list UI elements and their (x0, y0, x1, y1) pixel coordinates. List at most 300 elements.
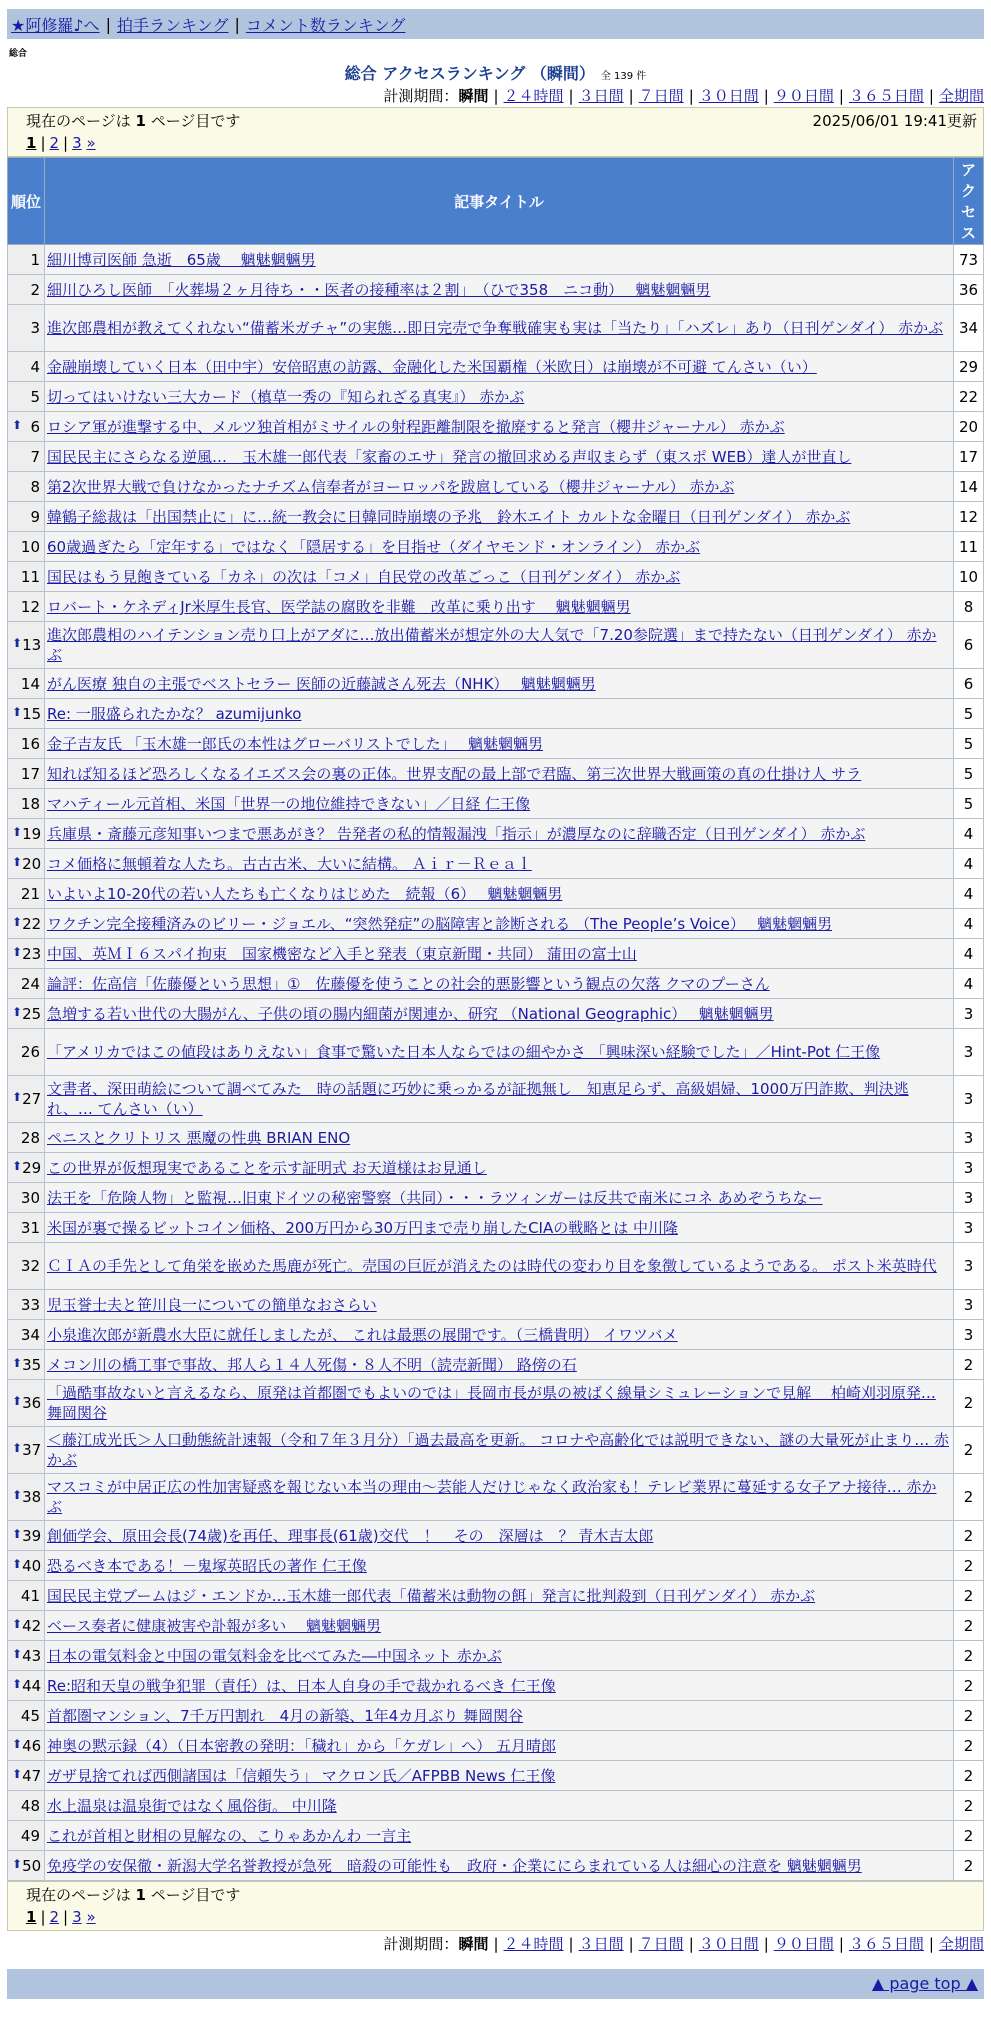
title-cell (45, 1290, 954, 1320)
rank-number: 4 (30, 357, 40, 376)
title-cell (45, 1821, 954, 1851)
period-link[interactable]: 全期間 (938, 1935, 984, 1953)
page-info-top (7, 107, 984, 157)
access-count: 3 (954, 1153, 984, 1183)
access-count: 17 (954, 442, 984, 472)
access-count: 3 (954, 1076, 984, 1123)
current-page-number: 1 (135, 1886, 146, 1904)
table-row (8, 1183, 984, 1213)
table-row (8, 305, 984, 352)
access-count: 2 (954, 1427, 984, 1474)
access-count: 2 (954, 1641, 984, 1671)
rank-number: 34 (20, 1325, 40, 1344)
access-count: 5 (954, 789, 984, 819)
current-page-text (26, 1884, 240, 1906)
pager-link[interactable]: 2 (49, 1908, 60, 1926)
period-separator: | (763, 87, 769, 105)
title-cell (45, 562, 954, 592)
title-cell (45, 245, 954, 275)
table-row (8, 729, 984, 759)
rank-cell (8, 969, 45, 999)
article-link[interactable]: Re: 一服盛られたかな？ azumijunko (47, 705, 302, 723)
rank-up-arrow-icon: ⬆ (12, 1488, 23, 1502)
rank-number: 8 (30, 477, 40, 496)
access-count: 29 (954, 352, 984, 382)
rank-cell (8, 1474, 45, 1521)
article-link[interactable]: 「過酷事故ないと言えるなら、原発は首都圏でもよいのでは」長岡市長が県の被ばく線量シミュレーションで見解 柏崎刈羽原発… 舞岡関谷 (47, 1384, 936, 1422)
rank-cell (8, 472, 45, 502)
pager-separator: | (63, 134, 69, 152)
table-row (8, 819, 984, 849)
title-cell (45, 532, 954, 562)
rank-up-arrow-icon: ⬆ (12, 1355, 23, 1370)
access-count: 6 (954, 622, 984, 669)
table-row (8, 759, 984, 789)
rank-header: 順位 (8, 158, 45, 245)
table-row (8, 999, 984, 1029)
rank-up-arrow-icon: ⬆ (12, 704, 23, 719)
period-separator: | (568, 1935, 574, 1953)
article-link[interactable]: ロシア軍が進撃する中、メルツ独首相がミサイルの射程距離制限を撤廃すると発言（櫻井ジャーナル） 赤かぶ (47, 418, 785, 436)
access-count: 3 (954, 1213, 984, 1243)
article-link[interactable]: 児玉誉士夫と笹川良一についての簡単なおさらい (47, 1296, 377, 1314)
rank-cell (8, 1243, 45, 1290)
table-row (8, 502, 984, 532)
title-cell (45, 305, 954, 352)
period-link[interactable]: ３６５日間 (848, 87, 924, 105)
rank-number: 33 (20, 1295, 40, 1314)
table-row (8, 789, 984, 819)
period-link[interactable]: ３６５日間 (848, 1935, 924, 1953)
article-link[interactable]: 切ってはいけない三大カード（槙草一秀の『知られざる真実』） 赤かぶ (47, 388, 525, 406)
rank-cell (8, 849, 45, 879)
period-link[interactable]: ３日間 (578, 87, 624, 105)
article-link[interactable]: 国民民主党ブームはジ・エンドか…玉木雄一郎代表「備蓄米は動物の餌」発言に批判殺到（日刊ゲンダイ） 赤かぶ (47, 1587, 816, 1605)
title-cell (45, 1213, 954, 1243)
rank-up-arrow-icon: ⬆ (12, 1394, 23, 1408)
rank-number: 12 (20, 597, 40, 616)
table-row (8, 909, 984, 939)
rank-cell (8, 1791, 45, 1821)
access-count: 2 (954, 1761, 984, 1791)
rank-number: 24 (20, 974, 40, 993)
rank-cell (8, 1427, 45, 1474)
bottom-bar (7, 1969, 984, 1999)
rank-up-arrow-icon: ⬆ (12, 417, 23, 432)
article-link[interactable]: ワクチン完全接種済みのビリー・ジョエル、“突然発症”の脳障害と診断される （The People’s Voice） 魑魅魍魎男 (47, 915, 833, 933)
article-link[interactable]: 知れば知るほど恐ろしくなるイエズス会の裏の正体。世界支配の最上部で君臨、第三次世界大戦画策の真の仕掛け人 サラ (47, 765, 862, 783)
rank-up-arrow-icon: ⬆ (12, 1766, 23, 1781)
access-count: 4 (954, 819, 984, 849)
rank-number: 50 (22, 1856, 42, 1875)
article-link[interactable]: マスコミが中居正広の性加害疑惑を報じない本当の理由～芸能人だけじゃなく政治家も！テレビ業界に蔓延する女子アナ接待… 赤かぶ (47, 1478, 937, 1516)
article-link[interactable]: 急増する若い世代の大腸がん、子供の頃の腸内細菌が関連か、研究 （National Geographic） 魑魅魍魎男 (47, 1005, 774, 1023)
article-link[interactable]: 国民はもう見飽きている「カネ」の次は「コメ」自民党の改革ごっこ（日刊ゲンダイ） 赤かぶ (47, 568, 681, 586)
title-cell (45, 1123, 954, 1153)
article-link[interactable]: マハティール元首相、米国「世界一の地位維持できない」／日経 仁王像 (47, 795, 531, 813)
rank-cell (8, 1551, 45, 1581)
rank-number: 38 (22, 1488, 42, 1506)
title-cell (45, 1380, 954, 1427)
table-row (8, 1761, 984, 1791)
period-link[interactable]: ３０日間 (698, 87, 759, 105)
rank-number: 49 (20, 1826, 40, 1845)
rank-number: 6 (30, 417, 40, 436)
article-link[interactable]: コメ価格に無頓着な人たち。古古古米、大いに結構。 Ａｉｒ－Ｒｅａｌ (47, 855, 532, 873)
title-cell (45, 1183, 954, 1213)
article-link[interactable]: 細川ひろし医師 「火葬場２ヶ月待ち・・医者の接種率は２割」 （ひで358 ニコ動） 魑魅魍魎男 (47, 281, 711, 299)
title-cell (45, 1701, 954, 1731)
table-row (8, 849, 984, 879)
period-current: 瞬間 (458, 1935, 489, 1953)
access-count: 4 (954, 909, 984, 939)
rank-cell (8, 1581, 45, 1611)
article-link[interactable]: 中国、英ＭＩ６スパイ拘束 国家機密など入手と発表（東京新聞・共同） 蒲田の富士山 (47, 945, 637, 963)
rank-number: 14 (20, 674, 40, 693)
pager-next[interactable]: » (86, 1908, 96, 1926)
article-link[interactable]: 金融崩壊していく日本（田中宇）安倍昭恵の訪露、金融化した米国覇権（米欧日）は崩壊が不可避 てんさい（い） (47, 358, 817, 376)
title-cell (45, 789, 954, 819)
table-row (8, 592, 984, 622)
table-row (8, 699, 984, 729)
table-row (8, 939, 984, 969)
table-row (8, 472, 984, 502)
rank-up-arrow-icon: ⬆ (12, 854, 23, 869)
rank-cell (8, 1851, 45, 1881)
table-row (8, 669, 984, 699)
access-count: 3 (954, 1243, 984, 1290)
rank-cell (8, 352, 45, 382)
table-row (8, 532, 984, 562)
article-link[interactable]: 水上温泉は温泉街ではなく風俗街。 中川隆 (47, 1797, 337, 1815)
access-count: 2 (954, 1551, 984, 1581)
period-link[interactable]: ２４時間 (503, 87, 564, 105)
rank-number: 47 (22, 1766, 42, 1785)
access-count: 12 (954, 502, 984, 532)
article-link[interactable]: 創価学会、原田会長(74歳)を再任、理事長(61歳)交代 ！ その 深層は ？ 青木吉太郎 (47, 1527, 654, 1545)
rank-number: 21 (20, 884, 40, 903)
rank-number: 16 (20, 734, 40, 753)
article-link[interactable]: 文書者、深田萌絵について調べてみた 時の話題に巧妙に乗っかるが証拠無し 知恵足らず、高級娼婦、1000万円詐欺、判決逃れ、… てんさい（い） (47, 1080, 909, 1118)
article-link[interactable]: 金子吉友氏 「玉木雄一郎氏の本性はグローバリストでした」 魑魅魍魎男 (47, 735, 543, 753)
rank-cell (8, 1380, 45, 1427)
rank-cell (8, 1521, 45, 1551)
period-link[interactable]: ２４時間 (503, 1935, 564, 1953)
table-row (8, 1731, 984, 1761)
period-link[interactable]: ９０日間 (773, 87, 834, 105)
article-link[interactable]: 論評：佐高信「佐藤優という思想」① 佐藤優を使うことの社会的悪影響という観点の欠落 クマのプーさん (47, 975, 770, 993)
period-separator: | (838, 1935, 844, 1953)
article-link[interactable]: 首都圏マンション、7千万円割れ 4月の新築、1年4カ月ぶり 舞岡関谷 (47, 1707, 524, 1725)
rank-number: 1 (30, 250, 40, 269)
rank-cell (8, 245, 45, 275)
article-link[interactable]: 法王を「危険人物」と監視…旧東ドイツの秘密警察（共同）・・・ラツィンガーは反共で南米にコネ あめぞうちなー (47, 1189, 823, 1207)
article-link[interactable]: ロバート・ケネディJr米厚生長官、医学誌の腐敗を非難 改革に乗り出す 魑魅魍魎男 (47, 598, 631, 616)
title-cell (45, 909, 954, 939)
table-row (8, 1821, 984, 1851)
period-link[interactable]: 全期間 (938, 87, 984, 105)
pager-next[interactable]: » (86, 134, 96, 152)
article-link[interactable]: ガザ見捨てれば西側諸国は「信頼失う」 マクロン氏／AFPBB News 仁王像 (47, 1767, 556, 1785)
rank-up-arrow-icon: ⬆ (12, 1004, 23, 1019)
table-row (8, 1581, 984, 1611)
table-row (8, 562, 984, 592)
rank-cell (8, 879, 45, 909)
rank-up-arrow-icon: ⬆ (12, 636, 23, 650)
access-count: 14 (954, 472, 984, 502)
access-count: 2 (954, 1474, 984, 1521)
rank-number: 46 (22, 1736, 42, 1755)
article-link[interactable]: この世界が仮想現実であることを示す証明式 お天道様はお見通し (47, 1159, 487, 1177)
rank-number: 5 (30, 387, 40, 406)
rank-number: 20 (22, 854, 42, 873)
article-link[interactable]: ベース奏者に健康被害や訃報が多い 魑魅魍魎男 (47, 1617, 382, 1635)
updated-timestamp: 2025/06/01 19:41更新 (812, 112, 977, 130)
article-link[interactable]: 進次郎農相のハイテンション売り口上がアダに…放出備蓄米が想定外の大人気で「7.20参院選」まで持たない（日刊ゲンダイ） 赤かぶ (47, 626, 937, 664)
title-cell (45, 1350, 954, 1380)
rank-number: 2 (30, 280, 40, 299)
table-row (8, 1427, 984, 1474)
access-count: 4 (954, 939, 984, 969)
period-selector-top (7, 85, 984, 107)
title-cell (45, 1731, 954, 1761)
current-page-post: ページ目です (145, 112, 241, 130)
article-link[interactable]: ＜藤江成光氏＞人口動態統計速報（令和７年３月分）「過去最高を更新。 コロナや高齢化では説明できない、謎の大量死が止まり… 赤かぶ (47, 1431, 950, 1469)
period-link[interactable]: ３日間 (578, 1935, 624, 1953)
rank-cell (8, 442, 45, 472)
rank-number: 40 (22, 1556, 42, 1575)
rank-number: 22 (22, 914, 42, 933)
title-cell (45, 729, 954, 759)
table-row (8, 1671, 984, 1701)
rank-up-arrow-icon: ⬆ (12, 1526, 23, 1541)
rank-cell (8, 382, 45, 412)
article-link[interactable]: 恐るべき本である！－鬼塚英昭氏の著作 仁王像 (47, 1557, 367, 1575)
article-link[interactable]: 第2次世界大戦で負けなかったナチズム信奉者がヨーロッパを跋扈している（櫻井ジャーナル） 赤かぶ (47, 478, 735, 496)
access-count: 2 (954, 1611, 984, 1641)
current-page-text (26, 110, 240, 132)
title-cell (45, 592, 954, 622)
rank-cell (8, 275, 45, 305)
table-row (8, 879, 984, 909)
rank-up-arrow-icon: ⬆ (12, 1616, 23, 1631)
pager-link[interactable]: 2 (49, 134, 60, 152)
period-separator: | (928, 1935, 934, 1953)
rank-cell (8, 1123, 45, 1153)
rank-number: 3 (30, 319, 40, 337)
total-count: 全 139 件 (600, 71, 647, 82)
ranking-table (7, 157, 984, 1881)
article-link[interactable]: 小泉進次郎が新農水大臣に就任しましたが、 これは最悪の展開です。（三橋貴明） イワツバメ (47, 1326, 678, 1344)
table-row (8, 1320, 984, 1350)
table-row (8, 1791, 984, 1821)
access-count: 2 (954, 1581, 984, 1611)
period-separator: | (688, 1935, 694, 1953)
rank-cell (8, 592, 45, 622)
access-header: アクセス (954, 158, 984, 245)
rank-number: 43 (22, 1646, 42, 1665)
access-count: 2 (954, 1731, 984, 1761)
rank-cell (8, 669, 45, 699)
title-cell (45, 759, 954, 789)
period-link[interactable]: ７日間 (638, 1935, 684, 1953)
pager-bottom (26, 1906, 979, 1928)
table-row (8, 1213, 984, 1243)
current-page-number: 1 (135, 112, 146, 130)
title-cell (45, 1029, 954, 1076)
access-count: 2 (954, 1521, 984, 1551)
access-count: 2 (954, 1851, 984, 1881)
title-cell (45, 1521, 954, 1551)
article-link[interactable]: 細川博司医師 急逝 65歳 魑魅魍魎男 (47, 251, 316, 269)
period-selector-bottom (7, 1933, 984, 1955)
article-link[interactable]: がん医療 独自の主張でベストセラー 医師の近藤誠さん死去（NHK） 魑魅魍魎男 (47, 675, 596, 693)
rank-number: 25 (22, 1004, 42, 1023)
table-row (8, 1641, 984, 1671)
pager-separator: | (40, 1908, 46, 1926)
rank-cell (8, 1290, 45, 1320)
article-link[interactable]: メコン川の橋工事で事故、邦人ら１４人死傷・８人不明（読売新聞） 路傍の石 (47, 1356, 577, 1374)
article-link[interactable]: 神奥の黙示録（4）（日本密教の発明：「穢れ」から「ケガレ」へ） 五月晴郎 (47, 1737, 557, 1755)
article-link[interactable]: ＣＩＡの手先として角栄を嵌めた馬鹿が死亡。売国の巨匠が消えたのは時代の変わり目を象徴しているようである。 ポスト米英時代 (47, 1257, 937, 1275)
table-row (8, 1153, 984, 1183)
rank-up-arrow-icon: ⬆ (12, 1646, 23, 1661)
rank-number: 19 (22, 824, 42, 843)
period-current: 瞬間 (458, 87, 489, 105)
table-row (8, 1521, 984, 1551)
title-cell (45, 1474, 954, 1521)
period-link[interactable]: ７日間 (638, 87, 684, 105)
article-link[interactable]: 「アメリカではこの値段はありえない」食事で驚いた日本人ならではの細やかさ 「興味深い経験でした」／Hint-Pot 仁王像 (47, 1043, 881, 1061)
top-nav-bar (7, 9, 984, 39)
pager-separator: | (40, 134, 46, 152)
period-separator: | (688, 87, 694, 105)
article-link[interactable]: ペニスとクリトリス 悪魔の性典 BRIAN ENO (47, 1129, 351, 1147)
period-link[interactable]: ３０日間 (698, 1935, 759, 1953)
article-link[interactable]: これが首相と財相の見解なの、こりゃあかんわ 一言主 (47, 1827, 412, 1845)
article-link[interactable]: 進次郎農相が教えてくれない“備蓄米ガチャ”の実態…即日完売で争奪戦確実も実は「当たり」「ハズレ」あり（日刊ゲンダイ） 赤かぶ (47, 319, 944, 337)
rank-cell (8, 1029, 45, 1076)
rank-number: 7 (30, 447, 40, 466)
rank-number: 30 (20, 1188, 40, 1207)
rank-number: 28 (20, 1128, 40, 1147)
pager-link[interactable]: 3 (72, 1908, 82, 1926)
page-top-link[interactable]: ▲ page top ▲ (871, 1974, 978, 1993)
title-cell (45, 1851, 954, 1881)
title-cell (45, 442, 954, 472)
nav-separator: | (234, 14, 240, 34)
access-count: 3 (954, 1123, 984, 1153)
title-cell (45, 412, 954, 442)
period-separator: | (493, 1935, 499, 1953)
rank-cell (8, 909, 45, 939)
pager-current: 1 (26, 1908, 37, 1926)
access-count: 34 (954, 305, 984, 352)
title-cell (45, 1427, 954, 1474)
rank-cell (8, 819, 45, 849)
rank-number: 42 (22, 1616, 42, 1635)
access-count: 5 (954, 759, 984, 789)
article-link[interactable]: 韓鶴子総裁は「出国禁止に」に…統一教会に日韓同時崩壊の予兆 鈴木エイト カルトな金曜日（日刊ゲンダイ） 赤かぶ (47, 508, 851, 526)
article-link[interactable]: 米国が裏で操るビットコイン価格、200万円から30万円まで売り崩したCIAの戦略とは 中川隆 (47, 1219, 678, 1237)
comment-ranking-link[interactable]: コメント数ランキング (245, 15, 406, 35)
access-count: 5 (954, 699, 984, 729)
rank-number: 41 (20, 1586, 40, 1605)
rank-up-arrow-icon: ⬆ (12, 944, 23, 959)
rank-up-arrow-icon: ⬆ (12, 824, 23, 839)
clap-ranking-link[interactable]: 拍手ランキング (116, 15, 229, 35)
rank-cell (8, 305, 45, 352)
title-cell (45, 1076, 954, 1123)
rank-number: 36 (22, 1394, 42, 1412)
access-count: 10 (954, 562, 984, 592)
access-count: 3 (954, 1290, 984, 1320)
access-count: 4 (954, 879, 984, 909)
table-row (8, 1029, 984, 1076)
home-link[interactable]: ★阿修羅♪へ (11, 15, 100, 35)
rank-number: 11 (20, 567, 40, 586)
access-count: 2 (954, 1380, 984, 1427)
pager-link[interactable]: 3 (72, 134, 82, 152)
rank-number: 15 (22, 704, 42, 723)
article-link[interactable]: いよいよ10-20代の若い人たちも亡くなりはじめた 続報（6） 魑魅魍魎男 (47, 885, 563, 903)
rank-cell (8, 999, 45, 1029)
table-row (8, 1701, 984, 1731)
rank-cell (8, 562, 45, 592)
article-link[interactable]: 60歳過ぎたら「定年する」ではなく「隠居する」を目指せ（ダイヤモンド・オンライン） 赤かぶ (47, 538, 701, 556)
access-count: 2 (954, 1671, 984, 1701)
access-count: 2 (954, 1821, 984, 1851)
table-row (8, 275, 984, 305)
title-cell (45, 1641, 954, 1671)
title-cell (45, 1761, 954, 1791)
title-cell (45, 382, 954, 412)
article-link[interactable]: 兵庫県・斎藤元彦知事いつまで悪あがき？ 告発者の私的情報漏洩「指示」が濃厚なのに辞職否定（日刊ゲンダイ） 赤かぶ (47, 825, 866, 843)
rank-cell (8, 1320, 45, 1350)
article-link[interactable]: Re:昭和天皇の戦争犯罪（責任）は、日本人自身の手で裁かれるべき 仁王像 (47, 1677, 556, 1695)
period-separator: | (493, 87, 499, 105)
rank-cell (8, 622, 45, 669)
access-count: 22 (954, 382, 984, 412)
title-cell (45, 999, 954, 1029)
period-link[interactable]: ９０日間 (773, 1935, 834, 1953)
access-count: 4 (954, 969, 984, 999)
rank-cell (8, 1761, 45, 1791)
article-link[interactable]: 日本の電気料金と中国の電気料金を比べてみた―中国ネット 赤かぶ (47, 1647, 502, 1665)
article-link[interactable]: 免疫学の安保徹・新潟大学名誉教授が急死 暗殺の可能性も 政府・企業ににらまれている人は細心の注意を 魑魅魍魎男 (47, 1857, 862, 1875)
rank-number: 48 (20, 1796, 40, 1815)
rank-up-arrow-icon: ⬆ (12, 914, 23, 929)
period-separator: | (628, 87, 634, 105)
table-row (8, 1551, 984, 1581)
title-cell (45, 1611, 954, 1641)
title-cell (45, 1671, 954, 1701)
rank-number: 31 (20, 1218, 40, 1237)
table-row (8, 1380, 984, 1427)
rank-cell (8, 1701, 45, 1731)
rank-number: 17 (20, 764, 40, 783)
table-row (8, 1243, 984, 1290)
table-row (8, 969, 984, 999)
article-link[interactable]: 国民民主にさらなる逆風… 玉木雄一郎代表「家畜のエサ」発言の撤回求める声収まらず（東スポ WEB）達人が世直し (47, 448, 852, 466)
rank-cell (8, 1641, 45, 1671)
title-cell (45, 1243, 954, 1290)
title-cell (45, 1551, 954, 1581)
title-cell (45, 1791, 954, 1821)
rank-up-arrow-icon: ⬆ (12, 1090, 23, 1104)
rank-cell (8, 699, 45, 729)
title-cell (45, 352, 954, 382)
